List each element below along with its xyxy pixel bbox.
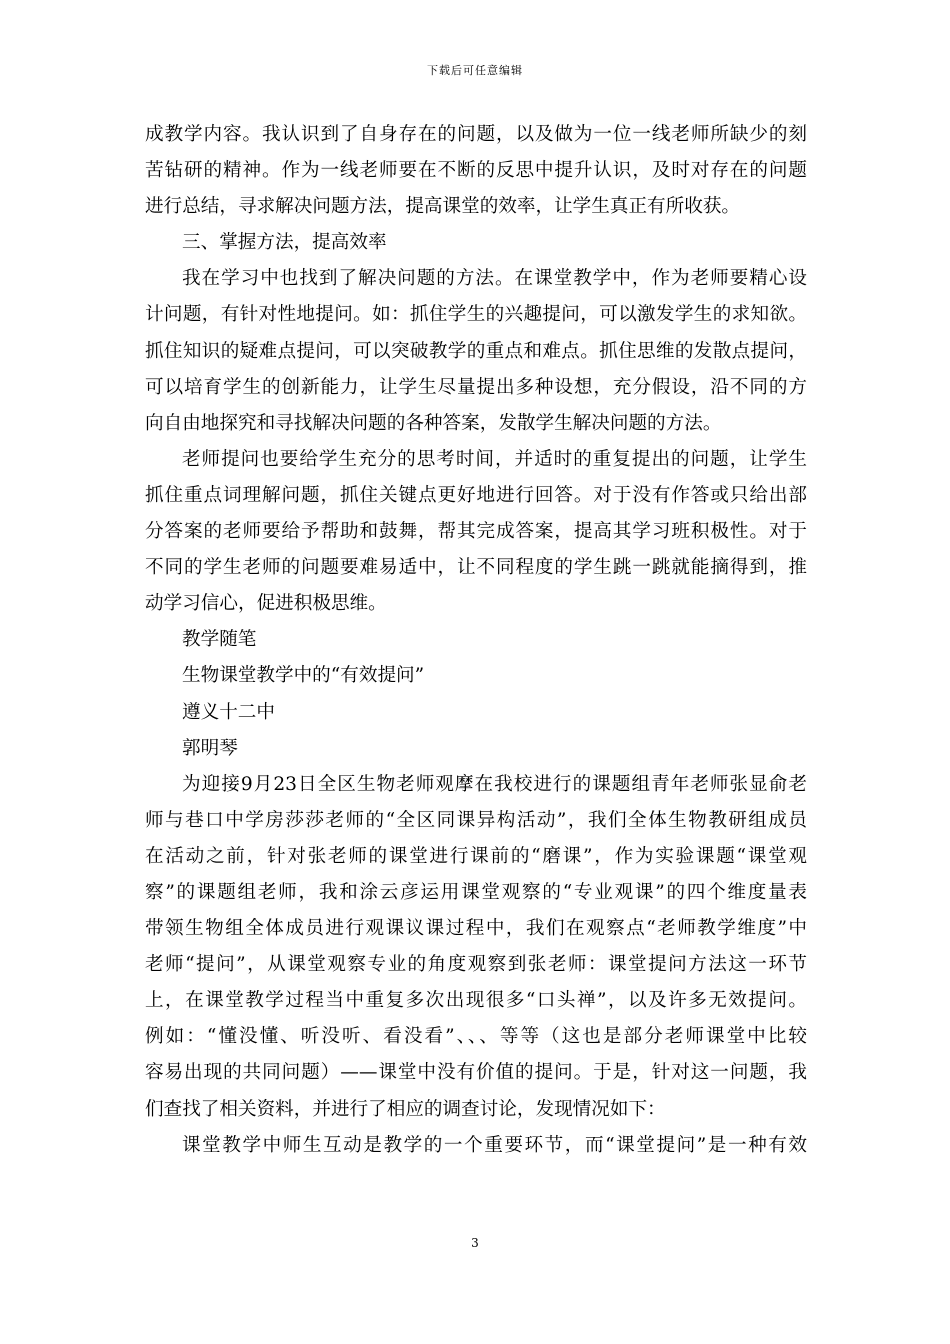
heading-line: 三、掌握方法，提高效率	[182, 232, 387, 254]
text-line: 察”的课题组老师，我和涂云彦运用课堂观察的“专业观课”的四个维度量表	[145, 881, 807, 903]
text-line: 老师提问也要给学生充分的思考时间，并适时的重复提出的问题，让学生	[182, 448, 807, 470]
text-line: 在活动之前，针对张老师的课堂进行课前的“磨课”，作为实验课题“课堂观	[145, 845, 807, 867]
text-line: 抓住知识的疑难点提问，可以突破教学的重点和难点。抓住思维的发散点提问，	[145, 340, 807, 362]
text-line: 计问题，有针对性地提问。如：抓住学生的兴趣提问，可以激发学生的求知欲。	[145, 304, 807, 326]
text-line: 师与巷口中学房莎莎老师的“全区同课异构活动”，我们全体生物教研组成员	[145, 809, 807, 831]
text-line: 抓住重点词理解问题，抓住关键点更好地进行回答。对于没有作答或只给出部	[145, 484, 807, 506]
text-line: 进行总结，寻求解决问题方法，提高课堂的效率，让学生真正有所收获。	[145, 196, 741, 218]
heading-line: 遵义十二中	[182, 701, 275, 723]
text-line: 老师“提问”，从课堂观察专业的角度观察到张老师：课堂提问方法这一环节	[145, 954, 807, 976]
text-line: 成教学内容。我认识到了自身存在的问题，以及做为一位一线老师所缺少的刻	[145, 124, 807, 145]
heading-line: 生物课堂教学中的“有效提问”	[182, 665, 425, 687]
text-line: 不同的学生老师的问题要难易适中，让不同程度的学生跳一跳就能摘得到，推	[145, 557, 807, 579]
heading-line: 教学随笔	[182, 629, 257, 651]
text-line: 向自由地探究和寻找解决问题的各种答案，发散学生解决问题的方法。	[145, 412, 722, 434]
text-line: 上，在课堂教学过程当中重复多次出现很多“口头禅”，以及许多无效提问。	[145, 990, 807, 1012]
header-text: 下载后可任意编辑	[427, 64, 523, 77]
text-line: 带领生物组全体成员进行观课议课过程中，我们在观察点“老师教学维度”中	[145, 918, 807, 940]
text-line: 苦钻研的精神。作为一线老师要在不断的反思中提升认识，及时对存在的问题	[145, 160, 807, 182]
heading-line: 郭明琴	[182, 737, 238, 759]
page-number	[0, 1235, 950, 1251]
document-body	[145, 117, 807, 1164]
text-line: 我在学习中也找到了解决问题的方法。在课堂教学中，作为老师要精心设	[182, 268, 807, 290]
text-line: 例如：“懂没懂、听没听、看没看”、、、等等（这也是部分老师课堂中比较	[145, 1026, 807, 1048]
text-line: 课堂教学中师生互动是教学的一个重要环节，而“课堂提问”是一种有效	[182, 1134, 807, 1156]
text-line: 们查找了相关资料，并进行了相应的调查讨论，发现情况如下：	[145, 1098, 666, 1120]
text-line: 为迎接9月23日全区生物老师观摩在我校进行的课题组青年老师张显俞老	[182, 773, 807, 795]
text-line: 可以培育学生的创新能力，让学生尽量提出多种设想，充分假设，沿不同的方	[145, 376, 807, 398]
text-line: 容易出现的共同问题）——课堂中没有价值的提问。于是，针对这一问题，我	[145, 1062, 807, 1084]
page-number-text: 3	[471, 1236, 479, 1250]
text-line: 分答案的老师要给予帮助和鼓舞，帮其完成答案，提高其学习班积极性。对于	[145, 521, 807, 543]
page-header	[0, 64, 950, 78]
text-line: 动学习信心，促进积极思维。	[145, 593, 387, 615]
